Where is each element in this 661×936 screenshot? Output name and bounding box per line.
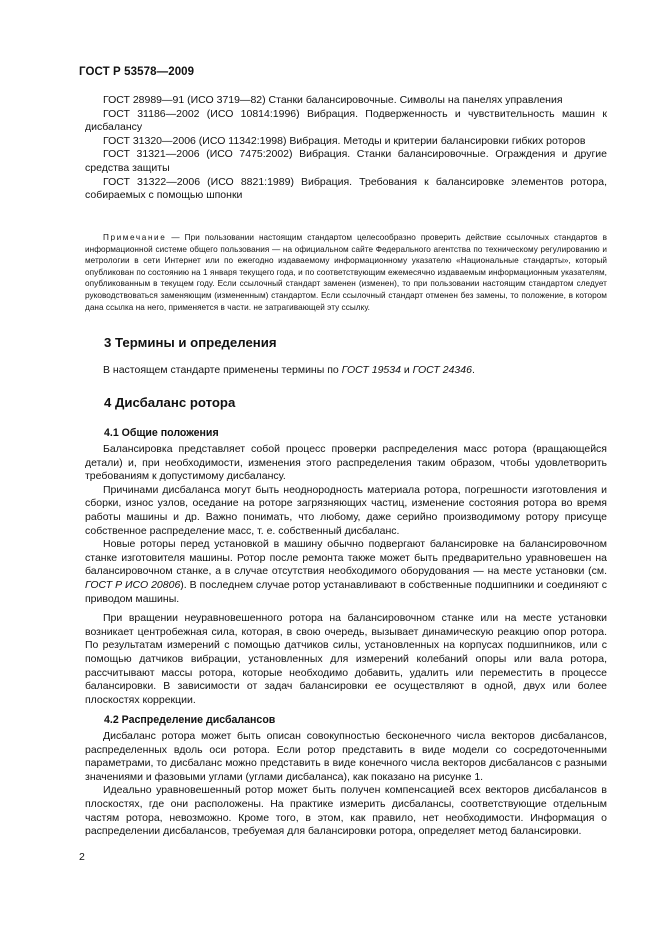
- reference-item: ГОСТ 31321—2006 (ИСО 7475:2002) Вибрация. Станки балансировочные. Ограждения и другие средства защиты: [85, 148, 607, 174]
- paragraph: Идеально уравновешенный ротор может быть получен компенсацией всех векторов дисбалансов в плоскостях, где они расположены. На практике измерить дисбалансы, соответствующие отдельным частям ротора, невозможно. Кроме того, в этом, как правило, нет необходимости. Информация о распределении дисбалансов, требуемая для балансировки ротора, определяет метод балансировки.: [85, 784, 607, 838]
- section-3-text: В настоящем стандарте применены термины по: [103, 364, 342, 376]
- section-3-text: .: [471, 364, 475, 376]
- reference-item: ГОСТ 31320—2006 (ИСО 11342:1998) Вибрация. Методы и критерии балансировки гибких роторов: [103, 134, 586, 147]
- reference-item: ГОСТ 28989—91 (ИСО 3719—82) Станки балансировочные. Символы на панелях управления: [103, 94, 563, 106]
- paragraph: Балансировка представляет собой процесс проверки распределения масс ротора (вращающейся детали) и, при необходимости, изменения этого распределения таким образом, чтобы удовлетворить требованиям к допустимому дисбалансу.: [85, 443, 607, 483]
- note-block: [85, 232, 607, 313]
- section-3-text: и: [400, 364, 413, 376]
- reference-link: ГОСТ 19534: [341, 364, 401, 376]
- subsection-4-2-heading: 4.2 Распределение дисбалансов: [104, 714, 276, 726]
- note-label: Примечание: [103, 233, 167, 242]
- section-4-heading: 4 Дисбаланс ротора: [104, 395, 236, 410]
- note-text: — При пользовании настоящим стандартом целесообразно проверить действие ссылочных стандартов в информационной системе общего пользования — на официальном сайте Федерального агентства по техническому регулированию и метрологии в сети Интернет или по ежегодно издаваемому информационному указателю «Национальные стандарты», который опубликован по состоянию на 1 января текущего года, и по соответствующим ежемесячно издаваемым информационным указателям, опубликованным в текущем году. Если ссылочный стандарт заменен (изменен), то при пользовании настоящим стандартом следует руководствоваться заменяющим (измененным) стандартом. Если ссылочный стандарт отменен без замены, то положение, в котором дана ссылка на него, применяется в части. не затрагивающей эту ссылку.: [85, 233, 608, 312]
- paragraph: Причинами дисбаланса могут быть неоднородность материала ротора, погрешности изготовления и сборки, износ узлов, оседание на роторе загрязняющих частиц, изменение состояния ротора во время работы машины и др. Важно понимать, что любому, даже серийно производимому ротору присуще собственное распределение масс, т. е. собственный дисбаланс.: [85, 483, 607, 537]
- section-3-body: [85, 364, 607, 378]
- subsection-4-2-body: [85, 730, 607, 839]
- page-number: 2: [79, 851, 85, 863]
- subsection-4-1-heading: 4.1 Общие положения: [104, 427, 219, 439]
- reference-item: ГОСТ 31322—2006 (ИСО 8821:1989) Вибрация. Требования к балансировке элементов ротора, собираемых с помощью шпонки: [85, 175, 607, 202]
- section-3-heading: 3 Термины и определения: [104, 335, 277, 350]
- standard-header: ГОСТ Р 53578—2009: [79, 66, 195, 78]
- paragraph: При вращении неуравновешенного ротора на балансировочном станке или на месте установки возникает центробежная сила, которая, в свою очередь, вызывает динамическую реакцию опор ротора. По результатам измерений с помощью датчиков силы, установленных на корпусах подшипников, или с помощью датчиков вибрации, установленных для измерений колебаний опоры или вала ротора, рассчитывают массы ротора, которые необходимо добавить, удалить или переместить в процессе балансировки. В зависимости от задач балансировки ее осуществляют в одной, двух или более плоскостях коррекции.: [85, 612, 607, 706]
- paragraph: Дисбаланс ротора может быть описан совокупностью бесконечного числа векторов дисбалансов, распределенных вдоль оси ротора. Если ротор представить в виде модели со сосредоточенными параметрами, то дисбаланс можно представить в виде конечного числа векторов дисбалансов с разными значениями и фазовыми углами (углами дисбаланса), как показано на рисунке 1.: [85, 730, 607, 783]
- paragraph-text: ). В последнем случае ротор устанавливают в собственные подшипники и соединяют с приводом машины.: [85, 578, 607, 605]
- paragraph-text: Новые роторы перед установкой в машину обычно подвергают балансировке на балансировочном станке изготовителя машины. Ротор после ремонта также может быть предварительно уравновешен на балансировочном станке, а в случае отсутствия необходимого оборудования — на месте установки (см.: [85, 538, 607, 578]
- paragraph: [85, 538, 607, 606]
- reference-item: ГОСТ 31186—2002 (ИСО 10814:1996) Вибрация. Подверженность и чувствительность машин к дисбалансу: [85, 107, 607, 134]
- reference-link: ГОСТ Р ИСО 20806: [85, 578, 181, 591]
- subsection-4-1-body: [85, 443, 607, 707]
- normative-references-list: [85, 94, 607, 203]
- reference-link: ГОСТ 24346: [412, 364, 472, 376]
